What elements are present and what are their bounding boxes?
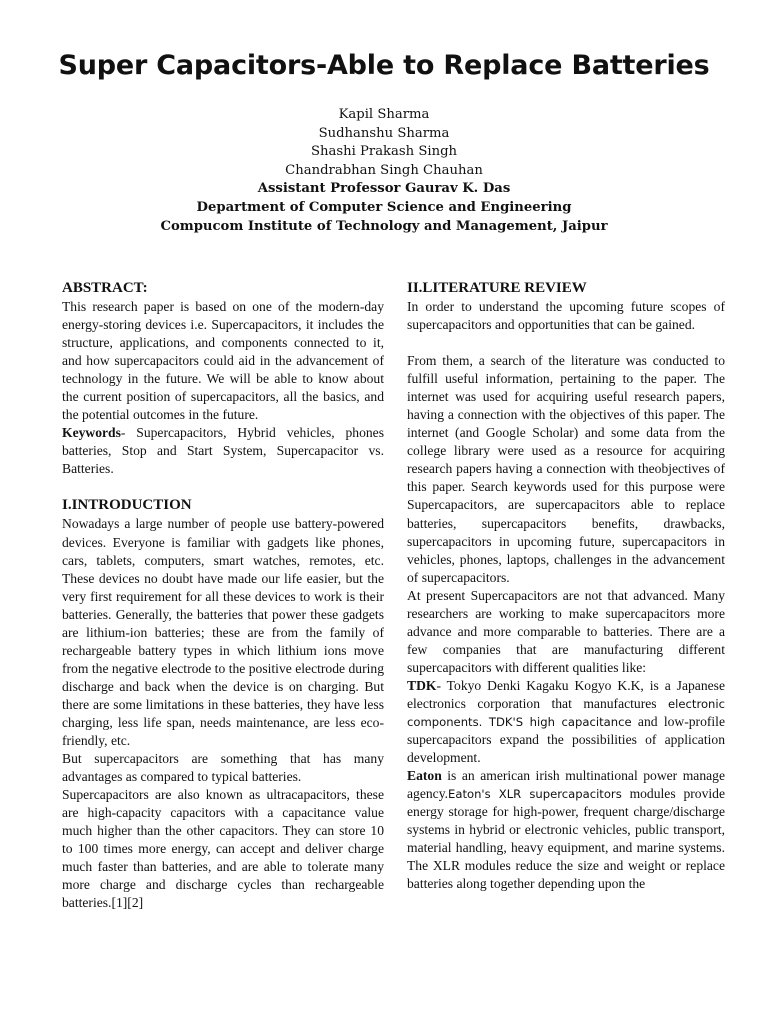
eaton-text-end: modules provide energy storage for high-power, frequent charge/discharge systems in hybrid or electronic vehicles, public transport, material handling, heavy equipment, and marine systems. The XLR modules reduce the size and weight or replace batteries along together depending upon the xyxy=(407,786,725,892)
eaton-text: is an american irish multinational power manage agency. xyxy=(407,768,725,802)
keywords-label: Keywords xyxy=(62,425,121,441)
literature-paragraph: In order to understand the upcoming future scopes of supercapacitors and opportunities that can be gained. xyxy=(407,299,725,333)
institute-name: Compucom Institute of Technology and Management, Jaipur xyxy=(160,218,608,234)
author-name: Sudhanshu Sharma xyxy=(318,125,450,141)
author-block xyxy=(0,106,768,236)
abstract-heading: ABSTRACT: xyxy=(62,280,148,296)
right-column xyxy=(407,279,725,894)
paper-title: Super Capacitors-Able to Replace Batteries xyxy=(58,50,710,81)
tdk-text-end: and low-profile supercapacitors expand the possibilities of application development. xyxy=(407,714,725,766)
introduction-heading: I.INTRODUCTION xyxy=(62,497,192,514)
author-name: Shashi Prakash Singh xyxy=(310,144,458,160)
author-name: Chandrabhan Singh Chauhan xyxy=(285,162,483,178)
eaton-label: Eaton xyxy=(407,768,442,784)
introduction-paragraph: Supercapacitors are also known as ultracapacitors, these are high-capacity capacitors with a capacitance value much higher than the other capacitors. They can store 10 to 100 times more energy, can accept and deliver charge much faster than batteries, and are able to tolerate many more charge and discharge cycles than rechargeable batteries.[1][2] xyxy=(62,787,384,911)
keywords-text: - Supercapacitors, Hybrid vehicles, phones batteries, Stop and Start System, Supercapacitor vs. Batteries. xyxy=(62,425,384,477)
tdk-text-sans: electronic components. TDK'S high capacitance xyxy=(407,696,725,730)
department-name: Department of Computer Science and Engineering xyxy=(196,199,572,215)
introduction-paragraph: But supercapacitors are something that has many advantages as compared to typical batteries. xyxy=(62,751,384,785)
left-column xyxy=(62,279,384,913)
tdk-text: - Tokyo Denki Kagaku Kogyo K.K, is a Japanese electronics corporation that manufactures xyxy=(407,677,725,711)
eaton-text-sans: Eaton's XLR supercapacitors xyxy=(448,787,622,802)
tdk-label: TDK xyxy=(407,677,437,693)
tdk-paragraph xyxy=(407,677,725,767)
literature-paragraph: At present Supercapacitors are not that advanced. Many researchers are working to make supercapacitors more advance and more comparable to batteries. There are a few companies that are manufacturing different supercapacitors with different qualities like: xyxy=(407,587,725,675)
eaton-paragraph xyxy=(407,767,725,893)
literature-paragraph: From them, a search of the literature was conducted to fulfill useful information, pertaining to the paper. The internet was used for acquiring useful research papers, having a connection with the objectives of this paper. The internet (and Google Scholar) and some data from the college library were used as a resource for acquiring research papers having a connection with theobjectives of this paper. Search keywords used for this purpose were Supercapacitors, are supercapacitors able to replace batteries, supercapacitors benefits, drawbacks, supercapacitors in upcoming future, supercapacitors in vehicles, phones, laptops, challenges in the advancement of supercapacitors. xyxy=(407,353,725,585)
author-name: Kapil Sharma xyxy=(338,107,430,122)
abstract-body: This research paper is based on one of the modern-day energy-storing devices i.e. Supercapacitors, it includes the structure, applications, and components connected to it, and how supercapacitors could aid in the advancement of technology in the future. We will be able to know about the current position of supercapacitors, all the basics, and the potential outcomes in the future. xyxy=(62,299,384,423)
advisor-name: Assistant Professor Gaurav K. Das xyxy=(257,181,511,197)
introduction-paragraph: Nowadays a large number of people use battery-powered devices. Everyone is familiar with gadgets like phones, cars, tablets, computers, smart watches, remotes, etc. These devices no doubt have made our life easier, but the very first requirement for all these devices to work is their batteries. Generally, the batteries that power these gadgets are lithium-ion batteries; these are from the family of rechargeable battery types in which lithium ions move from the negative electrode to the positive electrode during discharge and back when the device is on charging. But there are some limitations in these batteries, they have less charging, less life span, needs maintenance, are less eco-friendly, etc. xyxy=(62,516,384,749)
literature-heading: II.LITERATURE REVIEW xyxy=(407,280,587,296)
keywords-paragraph xyxy=(62,424,384,478)
